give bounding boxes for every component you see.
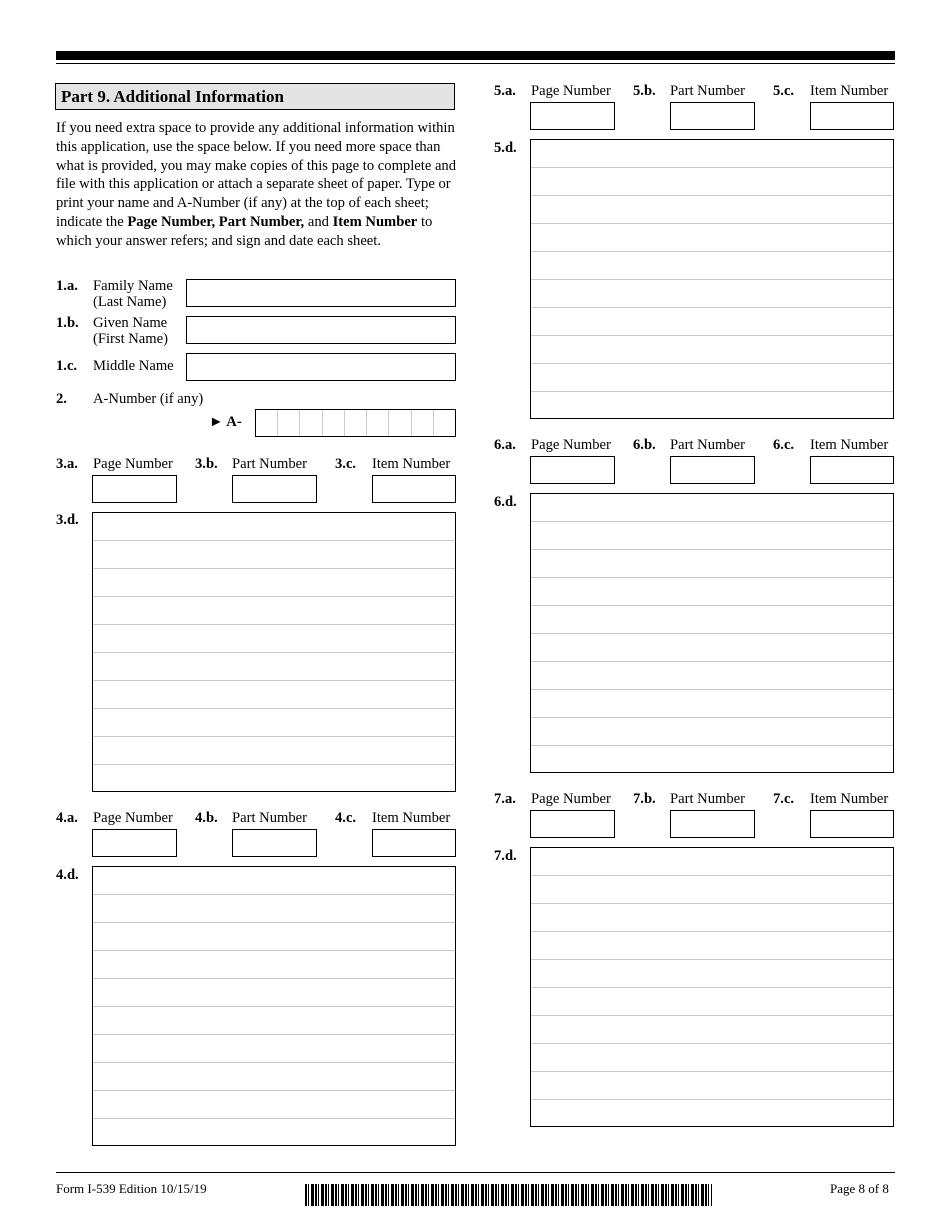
part-number-label: Part Number	[670, 791, 745, 807]
a-number-field[interactable]	[255, 409, 456, 437]
page-indicator: Page 8 of 8	[830, 1181, 889, 1196]
item-7c-number: 7.c.	[773, 791, 795, 807]
page-number-field[interactable]	[92, 829, 177, 857]
intro-text-2: and	[304, 213, 333, 230]
item-7d-number: 7.d.	[494, 848, 517, 864]
additional-info-textarea[interactable]	[530, 493, 894, 773]
item-6a-number: 6.a.	[494, 437, 516, 453]
intro-bold-1: Page Number, Part Number,	[127, 213, 305, 230]
family-name-field[interactable]	[186, 279, 456, 307]
additional-info-textarea[interactable]	[530, 139, 894, 419]
part-number-label: Part Number	[232, 456, 307, 472]
page-number-label: Page Number	[93, 810, 173, 826]
middle-name-label: Middle Name	[93, 358, 174, 374]
part-title: Part 9. Additional Information	[55, 83, 455, 110]
instructions-paragraph	[56, 119, 458, 251]
item-1c-number: 1.c.	[56, 358, 78, 374]
family-name-sublabel: (Last Name)	[93, 294, 167, 310]
item-1b-number: 1.b.	[56, 315, 79, 331]
item-5a-number: 5.a.	[494, 83, 516, 99]
item-6b-number: 6.b.	[633, 437, 656, 453]
part-number-field[interactable]	[232, 829, 317, 857]
item-number-label: Item Number	[810, 83, 889, 99]
top-rule	[56, 51, 895, 60]
item-6c-number: 6.c.	[773, 437, 795, 453]
item-3b-number: 3.b.	[195, 456, 218, 472]
intro-text-3: to which your answer refers; and sign and date each sheet.	[56, 213, 433, 249]
item-6d-number: 6.d.	[494, 494, 517, 510]
item-number-label: Item Number	[372, 810, 451, 826]
intro-text-1: If you need extra space to provide any additional information within this application, use the space below. If you need more space than what is provided, you may make copies of this page to complete and file with this application or attach a separate sheet of paper. Type or print your name and A-Number (if any) at the top of each sheet; indicate the	[56, 120, 457, 230]
item-number-field[interactable]	[810, 102, 894, 130]
item-7a-number: 7.a.	[494, 791, 516, 807]
item-4d-number: 4.d.	[56, 867, 79, 883]
item-3c-number: 3.c.	[335, 456, 357, 472]
given-name-field[interactable]	[186, 316, 456, 344]
item-2-number: 2.	[56, 391, 67, 407]
page-number-label: Page Number	[93, 456, 173, 472]
page-number-field[interactable]	[530, 456, 615, 484]
page-number-field[interactable]	[92, 475, 177, 503]
barcode-image	[305, 1184, 712, 1206]
item-7b-number: 7.b.	[633, 791, 656, 807]
item-4c-number: 4.c.	[335, 810, 357, 826]
item-5d-number: 5.d.	[494, 140, 517, 156]
given-name-label: Given Name	[93, 315, 168, 331]
item-number-field[interactable]	[372, 475, 456, 503]
item-number-label: Item Number	[810, 791, 889, 807]
a-number-prefix: ► A-	[209, 414, 242, 430]
part-number-label: Part Number	[670, 83, 745, 99]
page-number-field[interactable]	[530, 810, 615, 838]
item-number-label: Item Number	[372, 456, 451, 472]
form-edition: Form I-539 Edition 10/15/19	[56, 1181, 207, 1196]
additional-info-textarea[interactable]	[92, 512, 456, 792]
item-5c-number: 5.c.	[773, 83, 795, 99]
part-number-field[interactable]	[670, 810, 755, 838]
additional-info-textarea[interactable]	[530, 847, 894, 1127]
family-name-label: Family Name	[93, 278, 173, 294]
intro-bold-2: Item Number	[332, 213, 418, 230]
part-number-label: Part Number	[232, 810, 307, 826]
item-4a-number: 4.a.	[56, 810, 78, 826]
item-number-label: Item Number	[810, 437, 889, 453]
middle-name-field[interactable]	[186, 353, 456, 381]
page-number-label: Page Number	[531, 791, 611, 807]
part-number-field[interactable]	[232, 475, 317, 503]
item-4b-number: 4.b.	[195, 810, 218, 826]
item-5b-number: 5.b.	[633, 83, 656, 99]
part-number-field[interactable]	[670, 102, 755, 130]
item-3d-number: 3.d.	[56, 512, 79, 528]
item-number-field[interactable]	[810, 810, 894, 838]
part-number-label: Part Number	[670, 437, 745, 453]
part-number-field[interactable]	[670, 456, 755, 484]
given-name-sublabel: (First Name)	[93, 331, 168, 347]
item-1a-number: 1.a.	[56, 278, 78, 294]
item-number-field[interactable]	[810, 456, 894, 484]
item-number-field[interactable]	[372, 829, 456, 857]
page-number-label: Page Number	[531, 83, 611, 99]
page-number-field[interactable]	[530, 102, 615, 130]
page-number-label: Page Number	[531, 437, 611, 453]
item-3a-number: 3.a.	[56, 456, 78, 472]
footer-rule	[56, 1172, 895, 1173]
additional-info-textarea[interactable]	[92, 866, 456, 1146]
top-thin-rule	[56, 63, 895, 64]
a-number-label: A-Number (if any)	[93, 391, 204, 407]
